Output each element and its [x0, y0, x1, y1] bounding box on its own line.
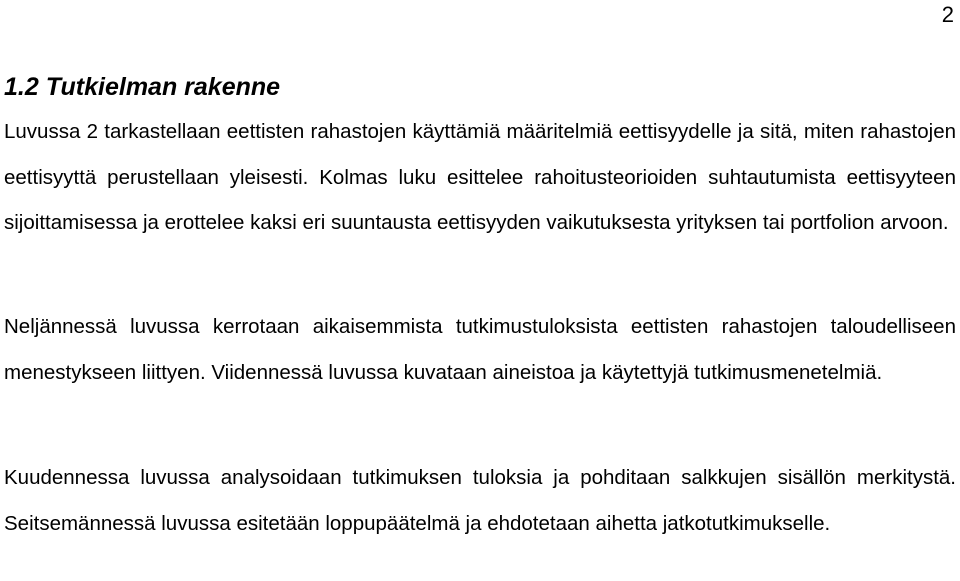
paragraph-chapter-6-7: Kuudennessa luvussa analysoidaan tutkimuksen tuloksia ja pohditaan salkkujen sisällön merkitystä. Seitsemännessä luvussa esitetään loppupäätelmä ja ehdotetaan aihetta jatkotutkimukselle.	[4, 466, 956, 535]
section-heading: 1.2 Tutkielman rakenne	[4, 73, 281, 101]
paragraph-chapter-4-5: Neljännessä luvussa kerrotaan aikaisemmista tutkimustuloksista eettisten rahastojen taloudelliseen menestykseen liittyen. Viidennessä luvussa kuvataan aineistoa ja käytettyjä tutkimusmenetelmiä.	[4, 315, 956, 384]
paragraph-chapter-2-3: Luvussa 2 tarkastellaan eettisten rahastojen käyttämiä määritelmiä eettisyydelle ja sitä, miten rahastojen eettisyyttä perustellaan yleisesti. Kolmas luku esittelee rahoitusteorioiden suhtautumista eettisyyteen sijoittamisessa ja erottelee kaksi eri suuntausta eettisyyden vaikutuksesta yrityksen tai portfolion arvoon.	[4, 120, 956, 234]
page-number: 2	[941, 2, 954, 27]
